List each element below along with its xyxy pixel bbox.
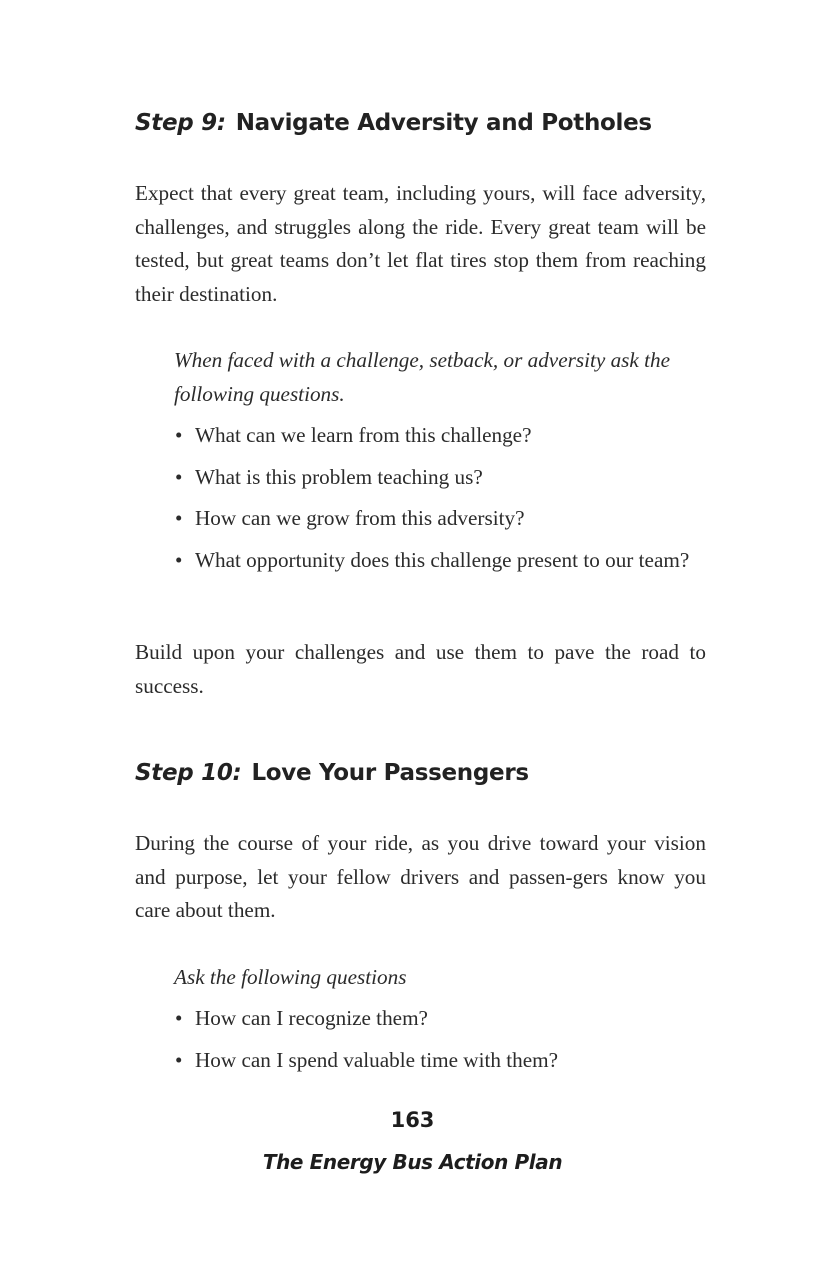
- bullet-icon: •: [175, 464, 183, 489]
- bullet-icon: •: [175, 1047, 183, 1072]
- step-9-closing: Build upon your challenges and use them to pave the road to success.: [135, 640, 706, 698]
- step-9-questions-intro: When faced with a challenge, setback, or adversity ask the following questions.: [174, 348, 671, 406]
- step-10-label: Step 10:: [135, 760, 242, 786]
- bullet-icon: •: [175, 547, 183, 572]
- bullet-icon: •: [175, 1006, 183, 1030]
- list-item: • What can we learn from this challenge?: [174, 419, 706, 452]
- step-10-question-list: [174, 1002, 706, 1085]
- list-item: • How can I recognize them?: [174, 1002, 706, 1035]
- step-10-paragraph: During the course of your ride, as you drive toward your vision and purpose, let your fellow drivers and passen-gers know you care about them.: [135, 831, 706, 922]
- step-9-title: Navigate Adversity and Potholes: [235, 110, 652, 136]
- book-title-footer: The Energy Bus Action Plan: [262, 1150, 563, 1174]
- list-item: • How can I spend valuable time with them?: [174, 1044, 706, 1077]
- step-9-question-list: [174, 419, 706, 585]
- step-10-questions-intro: Ask the following questions: [174, 965, 407, 989]
- list-item: • What is this problem teaching us?: [174, 461, 706, 494]
- step-10-title: Love Your Passengers: [251, 760, 529, 786]
- page-number: 163: [390, 1108, 435, 1132]
- step-9-label: Step 9:: [135, 110, 226, 136]
- list-item: • How can we grow from this adversity?: [174, 502, 706, 535]
- step-9-paragraph: Expect that every great team, including yours, will face adversity, challenges, and struggles along the ride. Every great team will be tested, but great teams don’t let flat tires stop them from reaching their destination.: [135, 181, 706, 306]
- step-10-heading: [135, 760, 529, 786]
- bullet-icon: •: [175, 506, 183, 530]
- bullet-icon: •: [175, 423, 183, 447]
- step-9-heading: [135, 110, 652, 136]
- list-item: • What opportunity does this challenge present to our team?: [174, 544, 706, 577]
